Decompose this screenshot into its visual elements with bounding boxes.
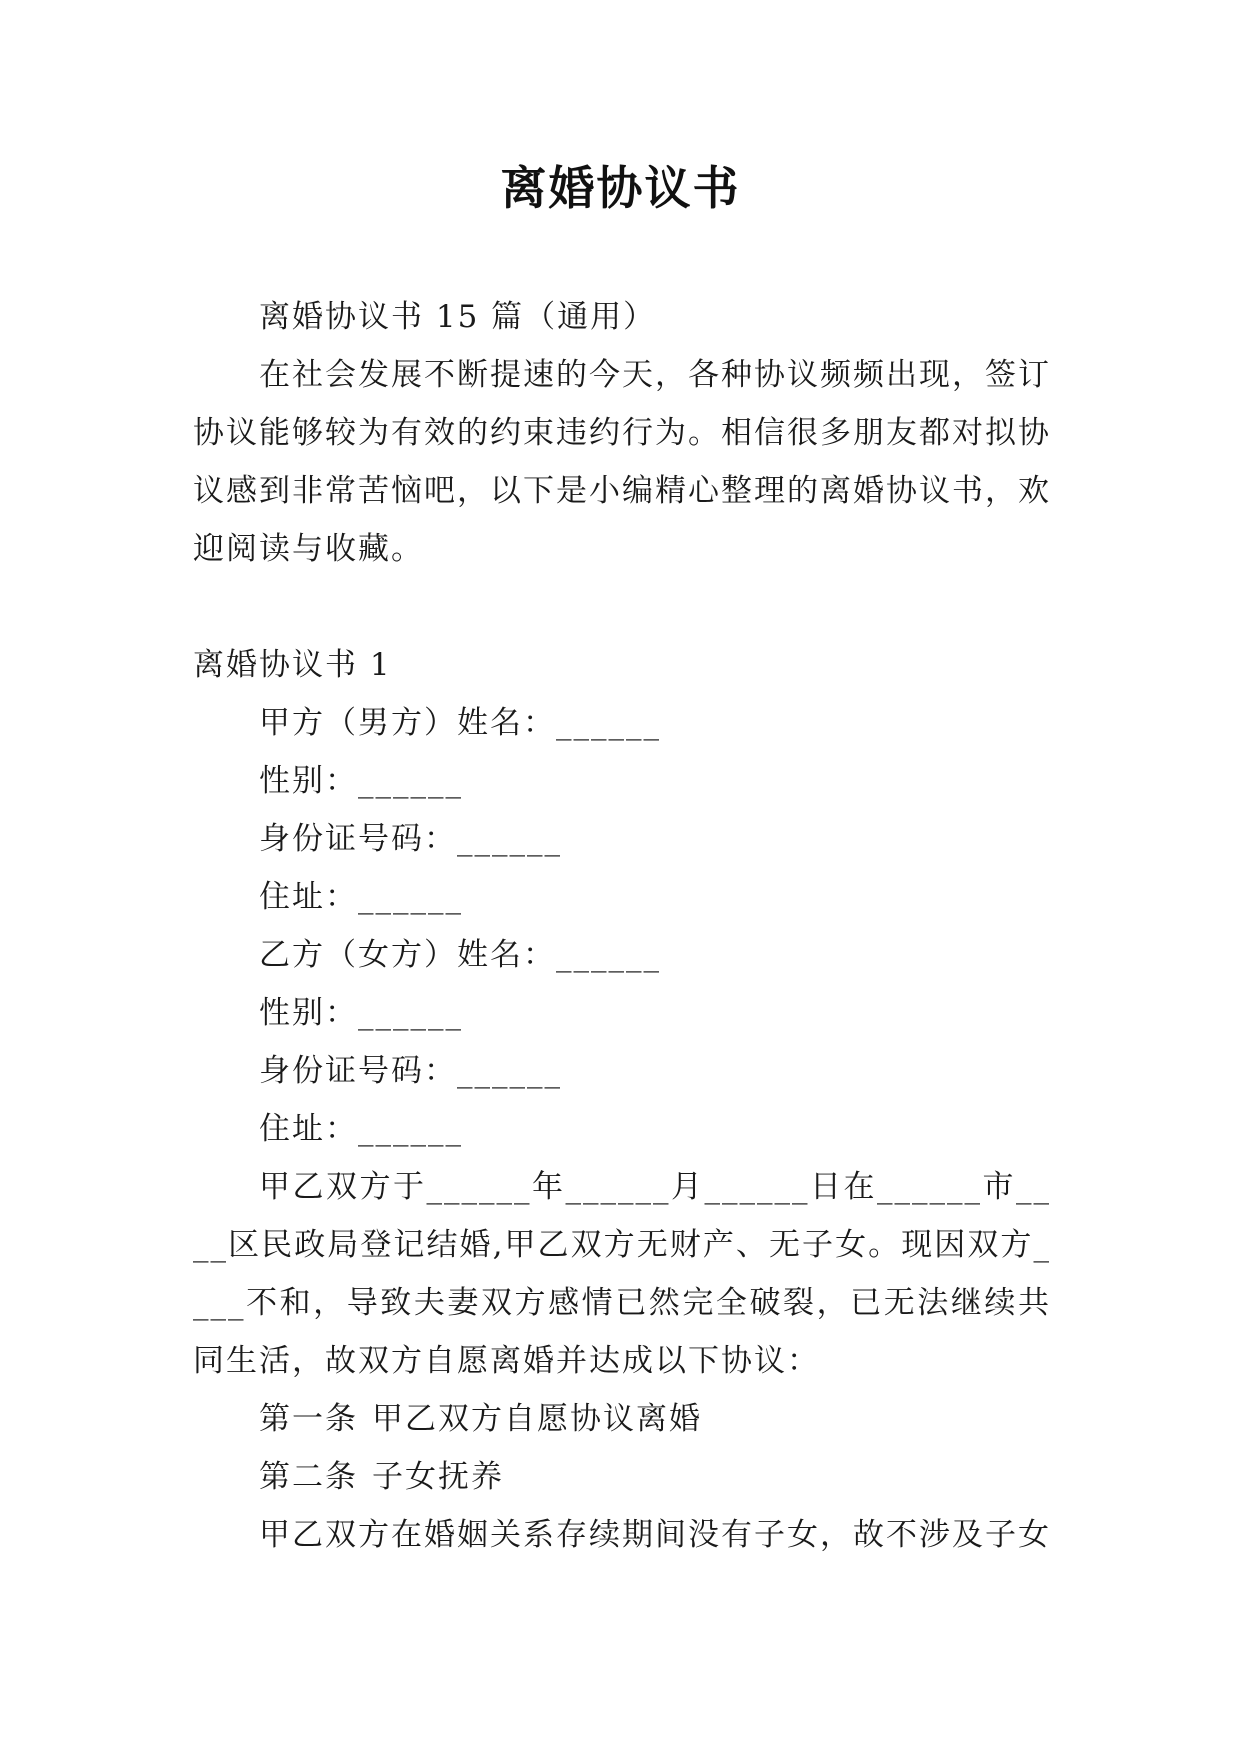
intro-paragraph: 在社会发展不断提速的今天，各种协议频频出现，签订协议能够较为有效的约束违约行为。相信很多朋友都对拟协议感到非常苦恼吧，以下是小编精心整理的离婚协议书，欢迎阅读与收藏。 <box>193 357 1051 567</box>
children-paragraph: 甲乙双方在婚姻关系存续期间没有子女，故不涉及子女 <box>259 1517 1051 1553</box>
clause-2-number: 第二条 <box>259 1459 358 1495</box>
document-title: 离婚协议书 <box>500 161 741 215</box>
party-a-address: 住址：______ <box>259 879 463 915</box>
party-a-name: 甲方（男方）姓名：______ <box>259 705 661 741</box>
party-b-gender: 性别：______ <box>259 995 463 1031</box>
document-body <box>193 288 1051 1564</box>
marriage-paragraph: 甲乙双方于______年______月______日在______市____区民政局登记结婚,甲乙双方无财产、无子女。现因双方____不和，导致夫妻双方感情已然完全破裂，已无法继续共同生活，故双方自愿离婚并达成以下协议： <box>193 1169 1051 1379</box>
party-b-address: 住址：______ <box>259 1111 463 1147</box>
section-heading: 离婚协议书 1 <box>193 647 392 683</box>
clause-2 <box>193 1448 1051 1506</box>
clause-1-text: 甲乙双方自愿协议离婚 <box>372 1401 702 1437</box>
party-a-gender: 性别：______ <box>259 763 463 799</box>
clause-2-text: 子女抚养 <box>372 1459 504 1495</box>
subtitle: 离婚协议书 15 篇（通用） <box>259 299 657 335</box>
paragraph-gap <box>193 578 1051 636</box>
clause-1 <box>193 1390 1051 1448</box>
clause-1-number: 第一条 <box>259 1401 358 1437</box>
party-a-id: 身份证号码：______ <box>259 821 562 857</box>
party-b-name: 乙方（女方）姓名：______ <box>259 937 661 973</box>
party-b-id: 身份证号码：______ <box>259 1053 562 1089</box>
